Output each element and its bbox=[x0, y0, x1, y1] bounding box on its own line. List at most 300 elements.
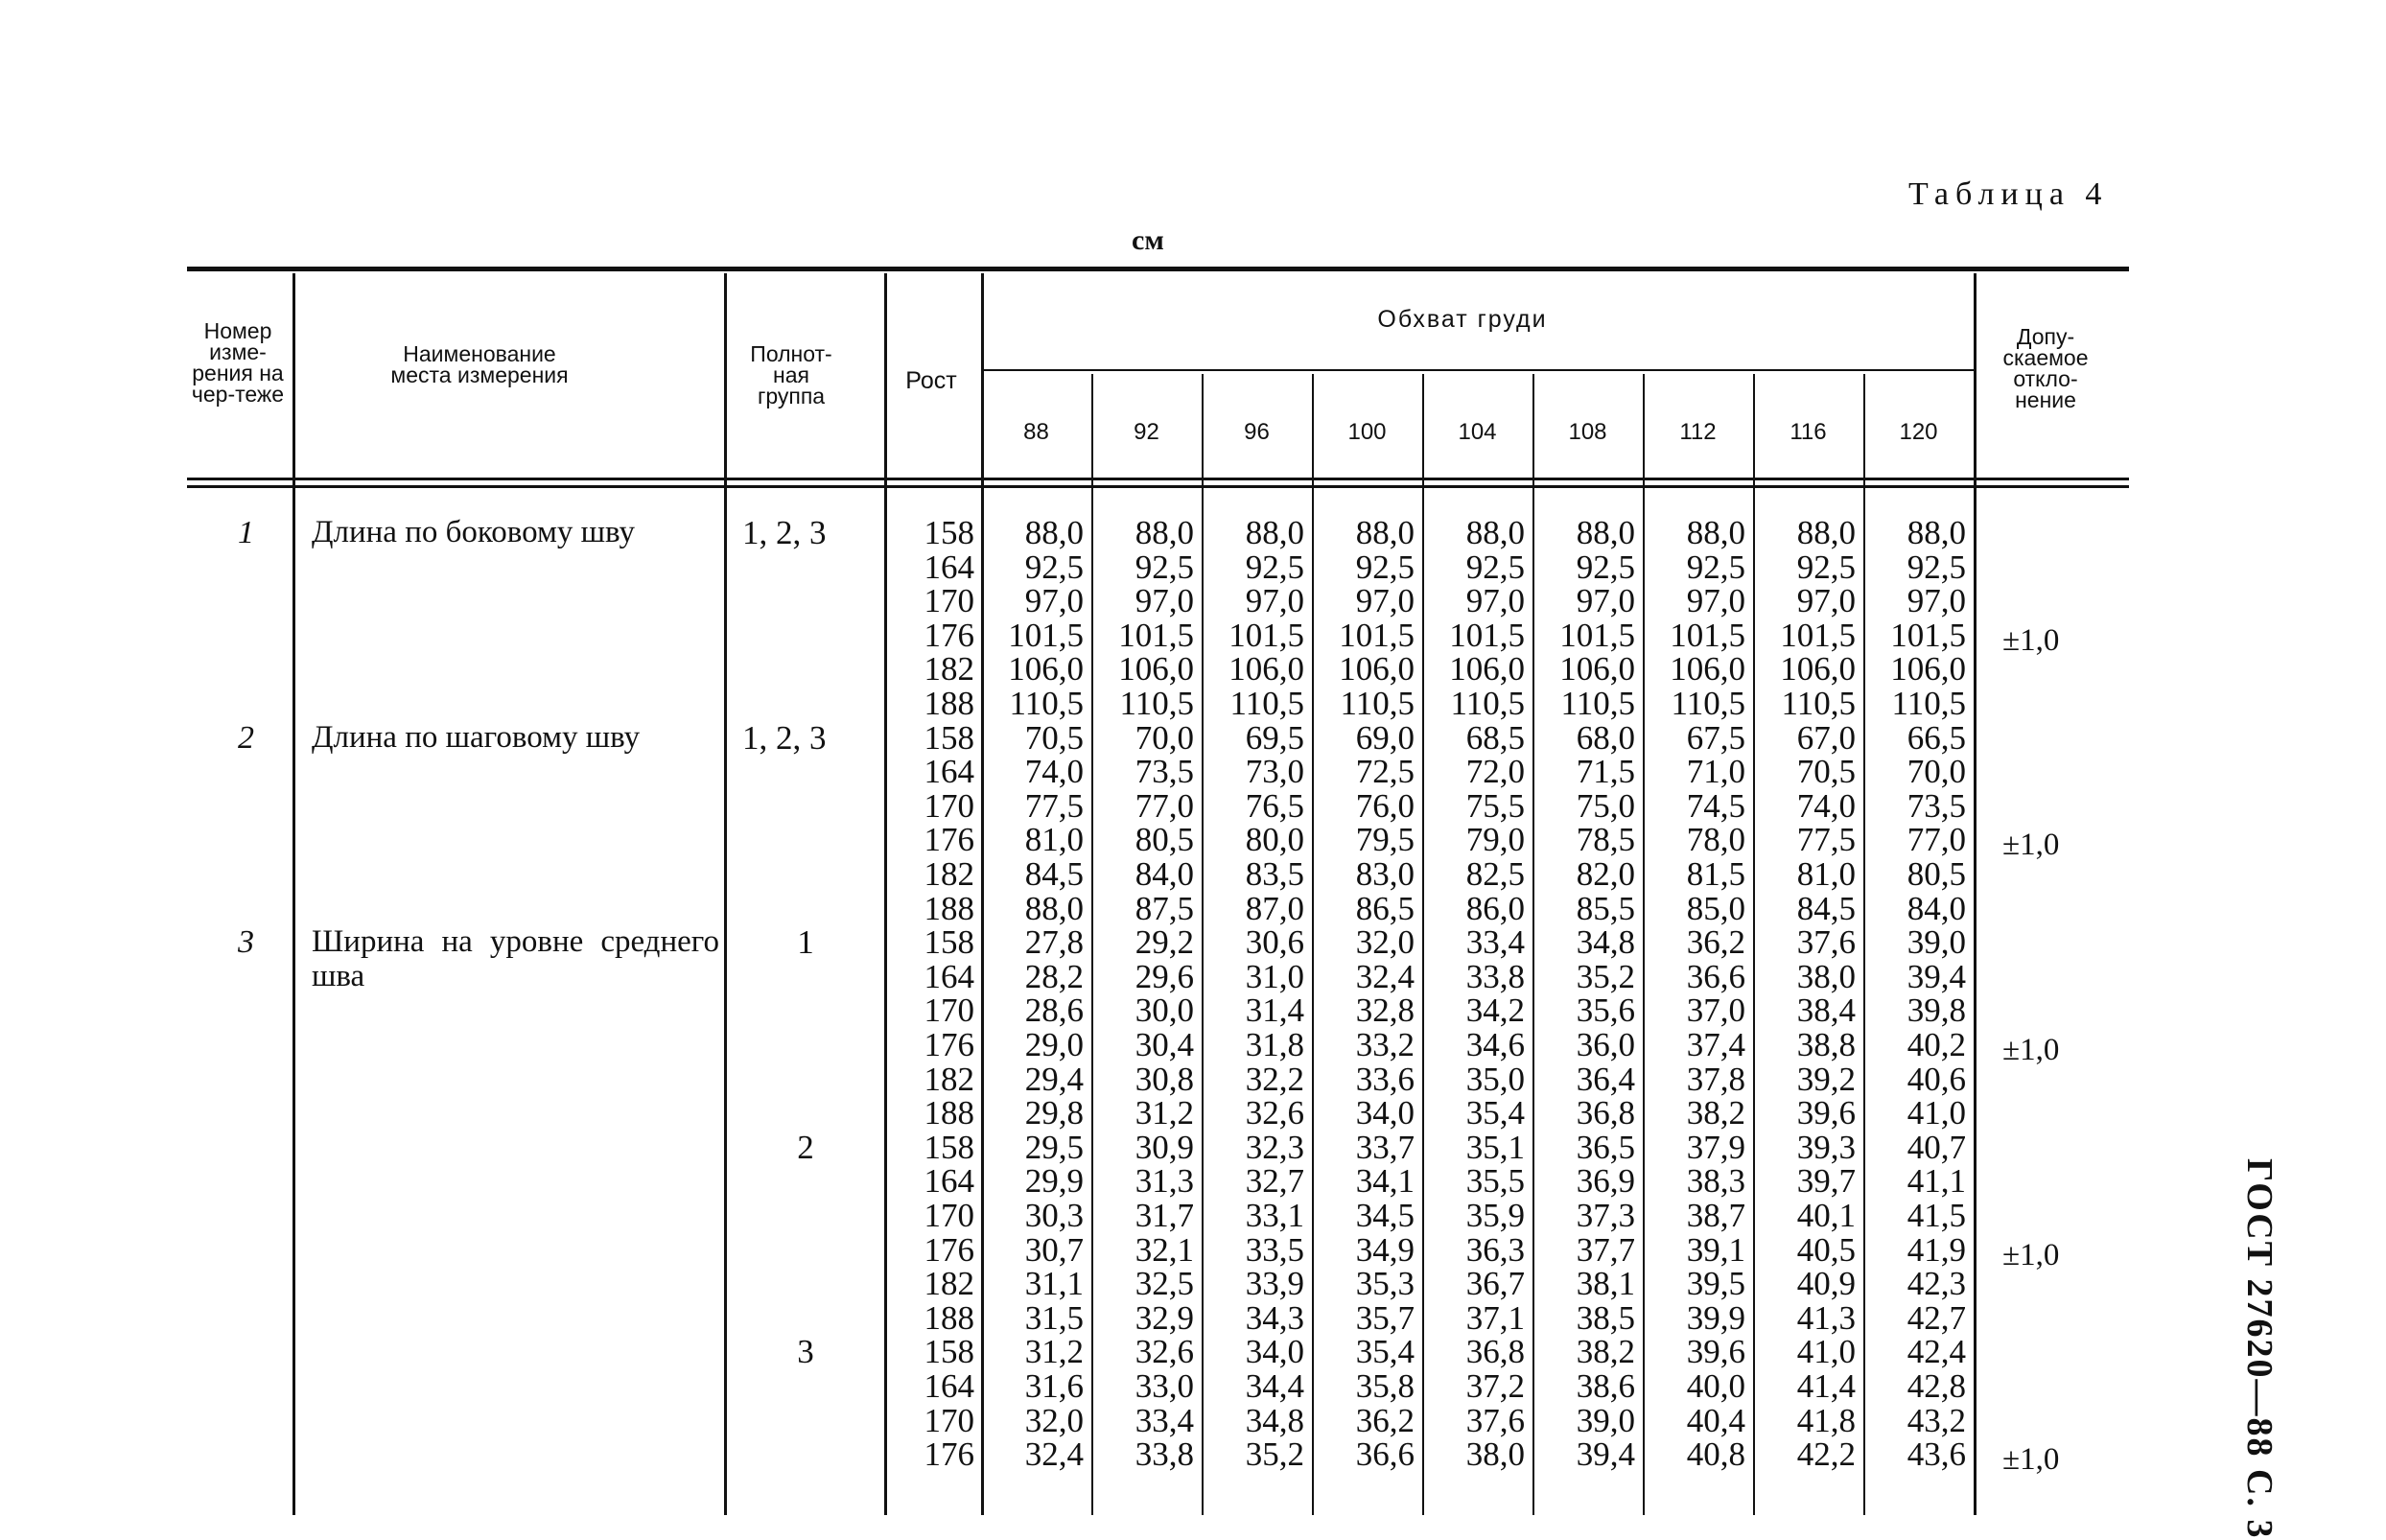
table-cell: 72,0 bbox=[1465, 753, 1525, 791]
table-cell: 40,9 bbox=[1796, 1265, 1856, 1303]
table-cell: 97,0 bbox=[1576, 582, 1635, 620]
table-cell: 75,5 bbox=[1465, 786, 1525, 825]
table-cell: 38,0 bbox=[1465, 1435, 1525, 1474]
table-cell: 32,6 bbox=[1135, 1333, 1194, 1371]
table-cell: 35,4 bbox=[1465, 1094, 1525, 1132]
table-cell: 34,8 bbox=[1245, 1401, 1304, 1439]
table-cell: 42,7 bbox=[1906, 1298, 1966, 1337]
table-cell: 37,0 bbox=[1686, 992, 1745, 1030]
table-cell: 106,0 bbox=[1228, 650, 1304, 688]
table-cell: 33,5 bbox=[1245, 1230, 1304, 1269]
table-cell: 32,3 bbox=[1245, 1128, 1304, 1166]
header-height: Рост bbox=[905, 367, 957, 394]
table-cell: 80,5 bbox=[1906, 855, 1966, 893]
table-cell: 31,4 bbox=[1245, 992, 1304, 1030]
table-cell: 34,4 bbox=[1245, 1367, 1304, 1405]
table-cell: 97,0 bbox=[1024, 582, 1084, 620]
group-value: 1 bbox=[797, 923, 814, 962]
table-cell: 39,8 bbox=[1906, 992, 1966, 1030]
table-cell: 36,0 bbox=[1576, 1026, 1635, 1063]
height-value: 188 bbox=[924, 1298, 974, 1337]
table-cell: 39,1 bbox=[1686, 1230, 1745, 1269]
table-cell: 33,8 bbox=[1135, 1435, 1194, 1474]
table-cell: 80,0 bbox=[1245, 821, 1304, 859]
height-value: 182 bbox=[924, 1265, 974, 1303]
table-cell: 28,2 bbox=[1024, 957, 1084, 995]
table-cell: 101,5 bbox=[1559, 616, 1635, 654]
table-cell: 110,5 bbox=[1119, 685, 1194, 722]
group-value: 2 bbox=[797, 1128, 814, 1166]
table-cell: 70,0 bbox=[1906, 753, 1966, 791]
table-cell: 70,5 bbox=[1796, 753, 1856, 791]
table-cell: 38,3 bbox=[1686, 1162, 1745, 1201]
chest-rule bbox=[981, 369, 1974, 371]
table-cell: 37,9 bbox=[1686, 1128, 1745, 1166]
height-value: 170 bbox=[924, 992, 974, 1030]
table-cell: 86,0 bbox=[1465, 889, 1525, 927]
table-cell: 33,8 bbox=[1465, 957, 1525, 995]
table-cell: 40,8 bbox=[1686, 1435, 1745, 1474]
table-cell: 88,0 bbox=[1245, 514, 1304, 551]
table-cell: 39,0 bbox=[1906, 923, 1966, 962]
table-cell: 35,8 bbox=[1355, 1367, 1415, 1405]
table-cell: 29,4 bbox=[1024, 1060, 1084, 1098]
table-cell: 66,5 bbox=[1906, 718, 1966, 757]
table-cell: 39,9 bbox=[1686, 1298, 1745, 1337]
table-cell: 101,5 bbox=[1449, 616, 1525, 654]
header-rule-2 bbox=[187, 485, 2129, 488]
table-cell: 92,5 bbox=[1245, 548, 1304, 586]
table-cell: 106,0 bbox=[1118, 650, 1194, 688]
column-rule bbox=[1974, 273, 1977, 1515]
table-cell: 39,4 bbox=[1906, 957, 1966, 995]
table-cell: 74,0 bbox=[1024, 753, 1084, 791]
table-cell: 33,7 bbox=[1355, 1128, 1415, 1166]
height-value: 176 bbox=[924, 616, 974, 654]
height-value: 188 bbox=[924, 1094, 974, 1132]
table-cell: 71,0 bbox=[1686, 753, 1745, 791]
height-value: 176 bbox=[924, 1230, 974, 1269]
table-cell: 88,0 bbox=[1465, 514, 1525, 551]
table-cell: 37,4 bbox=[1686, 1026, 1745, 1063]
table-cell: 101,5 bbox=[1339, 616, 1415, 654]
measurement-name: Ширина на уровне среднего шва bbox=[312, 924, 719, 993]
table-cell: 82,0 bbox=[1576, 855, 1635, 893]
table-cell: 92,5 bbox=[1906, 548, 1966, 586]
table-cell: 30,7 bbox=[1024, 1230, 1084, 1269]
table-cell: 101,5 bbox=[1008, 616, 1084, 654]
table-cell: 77,0 bbox=[1135, 786, 1194, 825]
table-cell: 41,0 bbox=[1796, 1333, 1856, 1371]
table-cell: 84,0 bbox=[1135, 855, 1194, 893]
table-cell: 68,5 bbox=[1465, 718, 1525, 757]
table-cell: 31,2 bbox=[1135, 1094, 1194, 1132]
height-value: 182 bbox=[924, 855, 974, 893]
table-cell: 38,2 bbox=[1576, 1333, 1635, 1371]
table-cell: 29,5 bbox=[1024, 1128, 1084, 1166]
table-cell: 106,0 bbox=[1339, 650, 1415, 688]
height-value: 188 bbox=[924, 685, 974, 722]
table-cell: 34,2 bbox=[1465, 992, 1525, 1030]
table-cell: 97,0 bbox=[1135, 582, 1194, 620]
table-cell: 41,8 bbox=[1796, 1401, 1856, 1439]
table-cell: 32,8 bbox=[1355, 992, 1415, 1030]
table-cell: 83,0 bbox=[1355, 855, 1415, 893]
table-cell: 71,5 bbox=[1576, 753, 1635, 791]
tolerance-value: ±1,0 bbox=[2002, 622, 2060, 658]
height-value: 170 bbox=[924, 582, 974, 620]
table-cell: 36,6 bbox=[1355, 1435, 1415, 1474]
table-cell: 33,4 bbox=[1135, 1401, 1194, 1439]
chest-size-header: 108 bbox=[1568, 419, 1607, 445]
table-cell: 41,1 bbox=[1906, 1162, 1966, 1201]
measurement-name: Длина по боковому шву bbox=[312, 515, 635, 549]
table-cell: 36,3 bbox=[1465, 1230, 1525, 1269]
height-value: 176 bbox=[924, 1435, 974, 1474]
table-cell: 32,9 bbox=[1135, 1298, 1194, 1337]
height-value: 158 bbox=[924, 514, 974, 551]
table-cell: 35,2 bbox=[1245, 1435, 1304, 1474]
height-value: 176 bbox=[924, 1026, 974, 1063]
table-cell: 27,8 bbox=[1024, 923, 1084, 962]
table-cell: 74,5 bbox=[1686, 786, 1745, 825]
table-cell: 101,5 bbox=[1780, 616, 1856, 654]
table-cell: 85,0 bbox=[1686, 889, 1745, 927]
table-cell: 69,0 bbox=[1355, 718, 1415, 757]
table-cell: 41,4 bbox=[1796, 1367, 1856, 1405]
table-cell: 39,6 bbox=[1686, 1333, 1745, 1371]
table-cell: 70,0 bbox=[1135, 718, 1194, 757]
table-cell: 39,0 bbox=[1576, 1401, 1635, 1439]
table-cell: 39,3 bbox=[1796, 1128, 1856, 1166]
table-cell: 77,5 bbox=[1796, 821, 1856, 859]
table-cell: 110,5 bbox=[1781, 685, 1856, 722]
table-cell: 37,1 bbox=[1465, 1298, 1525, 1337]
table-cell: 30,8 bbox=[1135, 1060, 1194, 1098]
height-value: 158 bbox=[924, 923, 974, 962]
table-cell: 70,5 bbox=[1024, 718, 1084, 757]
group-value: 1, 2, 3 bbox=[742, 514, 827, 551]
table-cell: 36,2 bbox=[1686, 923, 1745, 962]
table-cell: 40,1 bbox=[1796, 1197, 1856, 1234]
table-cell: 37,6 bbox=[1465, 1401, 1525, 1439]
header-rule-1 bbox=[187, 478, 2129, 480]
table-cell: 110,5 bbox=[1340, 685, 1415, 722]
table-cell: 88,0 bbox=[1906, 514, 1966, 551]
table-cell: 36,4 bbox=[1576, 1060, 1635, 1098]
table-cell: 30,3 bbox=[1024, 1197, 1084, 1234]
table-cell: 36,8 bbox=[1465, 1333, 1525, 1371]
table-cell: 101,5 bbox=[1228, 616, 1304, 654]
table-cell: 32,4 bbox=[1024, 1435, 1084, 1474]
table-cell: 38,1 bbox=[1576, 1265, 1635, 1303]
header-chest: Обхват груди bbox=[1377, 306, 1548, 333]
height-value: 164 bbox=[924, 1367, 974, 1405]
table-cell: 36,6 bbox=[1686, 957, 1745, 995]
unit-label: см bbox=[1132, 224, 1164, 256]
table-cell: 28,6 bbox=[1024, 992, 1084, 1030]
table-cell: 39,5 bbox=[1686, 1265, 1745, 1303]
height-value: 182 bbox=[924, 650, 974, 688]
table-cell: 106,0 bbox=[1670, 650, 1745, 688]
table-cell: 34,9 bbox=[1355, 1230, 1415, 1269]
table-cell: 35,1 bbox=[1465, 1128, 1525, 1166]
table-cell: 92,5 bbox=[1576, 548, 1635, 586]
chest-size-header: 100 bbox=[1347, 419, 1387, 445]
height-value: 164 bbox=[924, 753, 974, 791]
table-cell: 78,0 bbox=[1686, 821, 1745, 859]
table-cell: 88,0 bbox=[1135, 514, 1194, 551]
table-cell: 38,2 bbox=[1686, 1094, 1745, 1132]
table-cell: 31,8 bbox=[1245, 1026, 1304, 1063]
table-cell: 106,0 bbox=[1559, 650, 1635, 688]
table-cell: 38,8 bbox=[1796, 1026, 1856, 1063]
table-cell: 33,9 bbox=[1245, 1265, 1304, 1303]
table-cell: 32,1 bbox=[1135, 1230, 1194, 1269]
chest-size-header: 112 bbox=[1679, 419, 1717, 445]
table-cell: 39,4 bbox=[1576, 1435, 1635, 1474]
table-cell: 29,8 bbox=[1024, 1094, 1084, 1132]
table-cell: 34,0 bbox=[1355, 1094, 1415, 1132]
table-cell: 110,5 bbox=[1009, 685, 1084, 722]
table-cell: 87,0 bbox=[1245, 889, 1304, 927]
column-rule bbox=[292, 273, 295, 1515]
table-cell: 73,0 bbox=[1245, 753, 1304, 791]
table-cell: 69,5 bbox=[1245, 718, 1304, 757]
table-cell: 42,4 bbox=[1906, 1333, 1966, 1371]
table-cell: 84,5 bbox=[1796, 889, 1856, 927]
table-cell: 34,8 bbox=[1576, 923, 1635, 962]
table-cell: 81,0 bbox=[1796, 855, 1856, 893]
top-rule bbox=[187, 267, 2129, 271]
table-cell: 30,6 bbox=[1245, 923, 1304, 962]
table-cell: 39,7 bbox=[1796, 1162, 1856, 1201]
table-cell: 42,3 bbox=[1906, 1265, 1966, 1303]
table-cell: 32,4 bbox=[1355, 957, 1415, 995]
chest-size-header: 104 bbox=[1458, 419, 1497, 445]
table-cell: 43,6 bbox=[1906, 1435, 1966, 1474]
table-cell: 29,2 bbox=[1135, 923, 1194, 962]
table-cell: 30,4 bbox=[1135, 1026, 1194, 1063]
table-cell: 106,0 bbox=[1780, 650, 1856, 688]
table-cell: 97,0 bbox=[1906, 582, 1966, 620]
table-cell: 31,0 bbox=[1245, 957, 1304, 995]
header-group: Полнот-ная группа bbox=[750, 341, 832, 408]
table-cell: 92,5 bbox=[1355, 548, 1415, 586]
table-cell: 76,5 bbox=[1245, 786, 1304, 825]
measurement-number: 2 bbox=[238, 719, 254, 756]
table-cell: 31,1 bbox=[1024, 1265, 1084, 1303]
table-cell: 88,0 bbox=[1796, 514, 1856, 551]
table-cell: 32,5 bbox=[1135, 1265, 1194, 1303]
table-cell: 39,2 bbox=[1796, 1060, 1856, 1098]
measurement-name: Длина по шаговому шву bbox=[312, 719, 641, 755]
table-cell: 40,4 bbox=[1686, 1401, 1745, 1439]
table-cell: 36,2 bbox=[1355, 1401, 1415, 1439]
side-title: ГОСТ 27620—88 С. 3 bbox=[2239, 1158, 2280, 1540]
chest-size-header: 88 bbox=[1023, 419, 1049, 445]
table-cell: 35,4 bbox=[1355, 1333, 1415, 1371]
table-cell: 88,0 bbox=[1024, 514, 1084, 551]
tolerance-value: ±1,0 bbox=[2002, 1237, 2060, 1272]
table-cell: 37,8 bbox=[1686, 1060, 1745, 1098]
height-value: 164 bbox=[924, 548, 974, 586]
table-cell: 39,6 bbox=[1796, 1094, 1856, 1132]
table-cell: 101,5 bbox=[1118, 616, 1194, 654]
table-cell: 37,2 bbox=[1465, 1367, 1525, 1405]
table-cell: 110,5 bbox=[1229, 685, 1304, 722]
table-cell: 40,7 bbox=[1906, 1128, 1966, 1166]
chest-size-header: 120 bbox=[1899, 419, 1938, 445]
table-cell: 79,0 bbox=[1465, 821, 1525, 859]
table-cell: 110,5 bbox=[1560, 685, 1635, 722]
table-cell: 88,0 bbox=[1024, 889, 1084, 927]
table-cell: 67,0 bbox=[1796, 718, 1856, 757]
table-cell: 32,0 bbox=[1024, 1401, 1084, 1439]
tolerance-value: ±1,0 bbox=[2002, 1033, 2060, 1067]
table-cell: 34,6 bbox=[1465, 1026, 1525, 1063]
table-cell: 38,5 bbox=[1576, 1298, 1635, 1337]
table-cell: 41,9 bbox=[1906, 1230, 1966, 1269]
table-cell: 92,5 bbox=[1135, 548, 1194, 586]
group-value: 3 bbox=[797, 1333, 814, 1371]
table-cell: 43,2 bbox=[1906, 1401, 1966, 1439]
chest-size-header: 116 bbox=[1790, 419, 1827, 445]
table-cell: 97,0 bbox=[1465, 582, 1525, 620]
table-cell: 38,4 bbox=[1796, 992, 1856, 1030]
height-value: 170 bbox=[924, 786, 974, 825]
column-rule bbox=[884, 273, 887, 1515]
table-cell: 32,0 bbox=[1355, 923, 1415, 962]
table-cell: 106,0 bbox=[1449, 650, 1525, 688]
height-value: 164 bbox=[924, 1162, 974, 1201]
height-value: 158 bbox=[924, 718, 974, 757]
table-cell: 101,5 bbox=[1670, 616, 1745, 654]
table-cell: 35,3 bbox=[1355, 1265, 1415, 1303]
table-cell: 31,7 bbox=[1135, 1197, 1194, 1234]
table-cell: 35,7 bbox=[1355, 1298, 1415, 1337]
table-cell: 35,6 bbox=[1576, 992, 1635, 1030]
height-value: 176 bbox=[924, 821, 974, 859]
table-cell: 35,5 bbox=[1465, 1162, 1525, 1201]
table-cell: 41,0 bbox=[1906, 1094, 1966, 1132]
height-value: 164 bbox=[924, 957, 974, 995]
table-cell: 88,0 bbox=[1576, 514, 1635, 551]
table-cell: 101,5 bbox=[1890, 616, 1966, 654]
table-cell: 37,3 bbox=[1576, 1197, 1635, 1234]
table-cell: 92,5 bbox=[1465, 548, 1525, 586]
table-cell: 110,5 bbox=[1450, 685, 1525, 722]
height-value: 182 bbox=[924, 1060, 974, 1098]
table-cell: 81,5 bbox=[1686, 855, 1745, 893]
header-number: Номер изме-рения на чер-теже bbox=[191, 318, 285, 407]
table-cell: 41,3 bbox=[1796, 1298, 1856, 1337]
column-rule bbox=[724, 273, 727, 1515]
table-cell: 31,5 bbox=[1024, 1298, 1084, 1337]
table-cell: 97,0 bbox=[1355, 582, 1415, 620]
table-cell: 31,3 bbox=[1135, 1162, 1194, 1201]
table-cell: 77,5 bbox=[1024, 786, 1084, 825]
table-cell: 75,0 bbox=[1576, 786, 1635, 825]
table-cell: 34,0 bbox=[1245, 1333, 1304, 1371]
table-cell: 34,1 bbox=[1355, 1162, 1415, 1201]
table-label: Таблица 4 bbox=[1908, 176, 2109, 212]
table-cell: 76,0 bbox=[1355, 786, 1415, 825]
table-cell: 36,9 bbox=[1576, 1162, 1635, 1201]
measurement-number: 3 bbox=[238, 924, 254, 961]
table-cell: 110,5 bbox=[1891, 685, 1966, 722]
table-cell: 92,5 bbox=[1686, 548, 1745, 586]
height-value: 170 bbox=[924, 1401, 974, 1439]
table-cell: 33,0 bbox=[1135, 1367, 1194, 1405]
table-cell: 33,6 bbox=[1355, 1060, 1415, 1098]
table-cell: 34,5 bbox=[1355, 1197, 1415, 1234]
table-cell: 68,0 bbox=[1576, 718, 1635, 757]
table-cell: 36,7 bbox=[1465, 1265, 1525, 1303]
chest-size-header: 92 bbox=[1134, 419, 1159, 445]
header-tolerance: Допу-скаемое откло-нение bbox=[2002, 324, 2089, 412]
table-cell: 73,5 bbox=[1906, 786, 1966, 825]
table-cell: 92,5 bbox=[1796, 548, 1856, 586]
table-cell: 36,5 bbox=[1576, 1128, 1635, 1166]
measurement-number: 1 bbox=[238, 515, 254, 550]
table-cell: 83,5 bbox=[1245, 855, 1304, 893]
table-cell: 37,6 bbox=[1796, 923, 1856, 962]
tolerance-value: ±1,0 bbox=[2002, 1442, 2060, 1478]
table-cell: 30,9 bbox=[1135, 1128, 1194, 1166]
table-cell: 87,5 bbox=[1135, 889, 1194, 927]
table-cell: 81,0 bbox=[1024, 821, 1084, 859]
height-value: 158 bbox=[924, 1128, 974, 1166]
table-cell: 42,2 bbox=[1796, 1435, 1856, 1474]
table-cell: 74,0 bbox=[1796, 786, 1856, 825]
table-cell: 32,7 bbox=[1245, 1162, 1304, 1201]
table-cell: 30,0 bbox=[1135, 992, 1194, 1030]
height-value: 188 bbox=[924, 889, 974, 927]
table-cell: 29,6 bbox=[1135, 957, 1194, 995]
table-cell: 79,5 bbox=[1355, 821, 1415, 859]
table-cell: 35,2 bbox=[1576, 957, 1635, 995]
table-cell: 88,0 bbox=[1686, 514, 1745, 551]
table-cell: 73,5 bbox=[1135, 753, 1194, 791]
table-cell: 37,7 bbox=[1576, 1230, 1635, 1269]
table-cell: 82,5 bbox=[1465, 855, 1525, 893]
table-cell: 36,8 bbox=[1576, 1094, 1635, 1132]
table-cell: 29,9 bbox=[1024, 1162, 1084, 1201]
table-cell: 35,9 bbox=[1465, 1197, 1525, 1234]
table-cell: 40,6 bbox=[1906, 1060, 1966, 1098]
table-cell: 106,0 bbox=[1890, 650, 1966, 688]
table-cell: 85,5 bbox=[1576, 889, 1635, 927]
table-cell: 78,5 bbox=[1576, 821, 1635, 859]
table-cell: 110,5 bbox=[1671, 685, 1745, 722]
table-cell: 97,0 bbox=[1245, 582, 1304, 620]
height-value: 170 bbox=[924, 1197, 974, 1234]
table-cell: 32,2 bbox=[1245, 1060, 1304, 1098]
table-cell: 92,5 bbox=[1024, 548, 1084, 586]
table-cell: 97,0 bbox=[1686, 582, 1745, 620]
table-cell: 84,0 bbox=[1906, 889, 1966, 927]
tolerance-value: ±1,0 bbox=[2002, 828, 2060, 863]
table-cell: 72,5 bbox=[1355, 753, 1415, 791]
table-cell: 33,1 bbox=[1245, 1197, 1304, 1234]
table-cell: 77,0 bbox=[1906, 821, 1966, 859]
table-cell: 29,0 bbox=[1024, 1026, 1084, 1063]
table-cell: 38,0 bbox=[1796, 957, 1856, 995]
table-cell: 67,5 bbox=[1686, 718, 1745, 757]
table-cell: 80,5 bbox=[1135, 821, 1194, 859]
header-name: Наименование места измерения bbox=[390, 341, 569, 387]
